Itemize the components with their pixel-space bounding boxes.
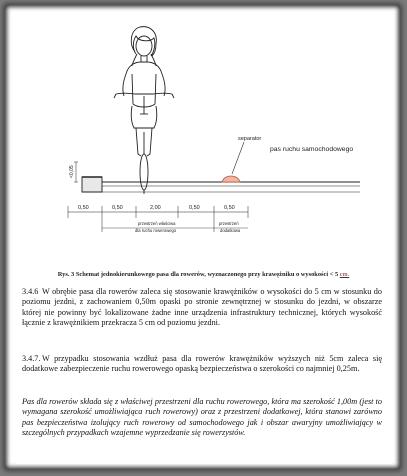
caption-unit: cm.	[339, 271, 350, 278]
paragraph-text: W przypadku stosowania wzdłuż pasa dla rowerów krawężników wyższych niż 5cm zaleca się dodatkowe zabezpieczenie ruchu rowerowego opaską bezpieczeństwa o szerokości co najmniej 0,25m.	[22, 354, 382, 374]
paragraph-number: 3.4.7.	[22, 354, 41, 363]
bottom-label-right-2: dodatkowa	[220, 228, 241, 233]
curb-height-label: <0,05	[69, 165, 75, 178]
paragraph-text: W obrębie pasa dla rowerów zaleca się stosowanie krawężników o wysokości do 5 cm w stosunku do poziomu jezdni, z zachowaniem 0,50m opaski po stronie zewnętrznej w stosunku do jezdni, w obszarze której nie powinny być lokalizowane żadne inne urządzenia infrastruktury technicznej, których wysokość łącznie z krawężnikiem przekracza 5 cm od poziomu jezdni.	[22, 287, 382, 328]
figure-caption	[16, 271, 391, 278]
road-lane-label: pas ruchu samochodowego	[270, 146, 354, 153]
document-page	[16, 14, 391, 464]
paragraph-number: 3.4.6	[22, 287, 39, 296]
cross-section-figure	[16, 14, 391, 269]
paragraph-3-4-7	[22, 354, 382, 375]
document-frame	[4, 4, 401, 470]
italic-note	[22, 397, 382, 439]
dim-3: 0,50	[189, 205, 200, 211]
caption-text: Rys. 3 Schemat jednokierunkowego pasa dla rowerów, wyznaczonego przy krawężniku o wysokości < 5	[57, 271, 340, 278]
cyclist-illustration	[114, 27, 174, 194]
dim-4: 0,50	[224, 205, 235, 211]
dim-1: 0,50	[112, 205, 123, 211]
bottom-label-left-1: przestrzeń właściwa	[138, 221, 176, 226]
paragraph-3-4-6	[22, 287, 382, 329]
dim-2: 2,00	[150, 205, 161, 211]
dim-0: 0,50	[78, 205, 89, 211]
bottom-label-left-2: dla ruchu rowerowego	[135, 228, 177, 233]
note-text: Pas dla rowerów składa się z właściwej przestrzeni dla ruchu rowerowego, która ma szerokość 1,00m (jest to wymagana szerokość umożliwiająca ruch rowerowy) oraz z przestrzeni dodatkowej, która stanowi zarówno pas bezpieczeństwa izolujący ruch rowerowy od samochodowego jak i obszar awaryjny umożliwiający w szczególnych przypadkach wzajemne wyprzedzanie się rowerzystów.	[22, 397, 382, 438]
separator-label: separator	[238, 136, 262, 142]
separator-bump	[222, 176, 240, 182]
road-cross-section	[82, 177, 360, 192]
bottom-label-right-1: przestrzeń	[219, 221, 239, 226]
